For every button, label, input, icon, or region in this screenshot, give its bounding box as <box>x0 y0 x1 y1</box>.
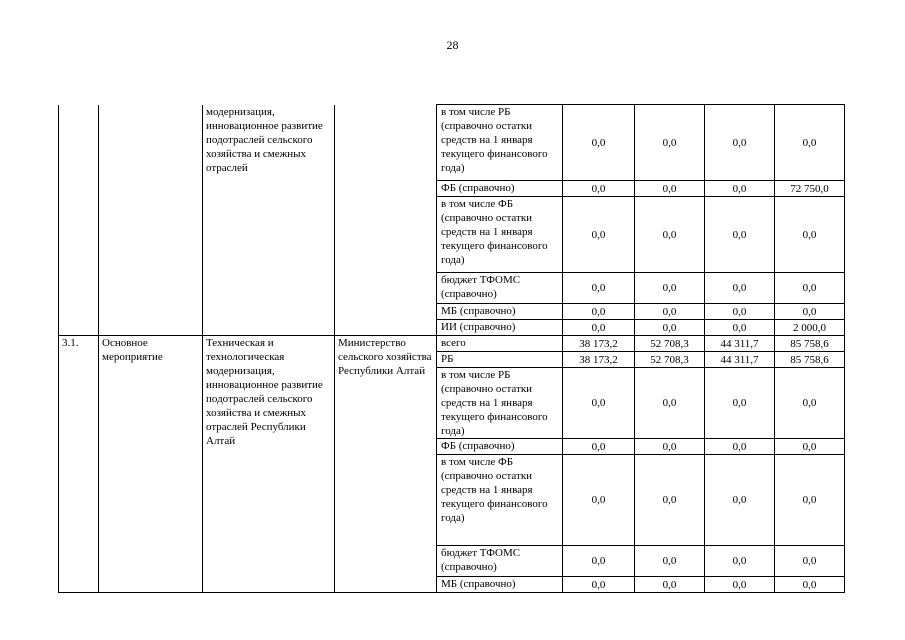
name-cell: модернизация, инновационное развитие подотраслей сельского хозяйства и смежных отраслей <box>203 105 335 336</box>
value-cell-year-2: 0,0 <box>635 197 705 273</box>
value-cell-year-1: 0,0 <box>563 273 635 304</box>
value-cell-year-3: 0,0 <box>705 439 775 455</box>
value-cell-year-4: 0,0 <box>775 577 845 593</box>
status-cell: Основное мероприятие <box>99 336 203 593</box>
table-row <box>59 336 845 352</box>
value-cell-year-3: 0,0 <box>705 546 775 577</box>
funding-source-cell: МБ (справочно) <box>437 577 563 593</box>
funding-source-cell: бюджет ТФОМС (справочно) <box>437 546 563 577</box>
value-cell-year-1: 0,0 <box>563 197 635 273</box>
value-cell-year-3: 44 311,7 <box>705 336 775 352</box>
value-cell-year-4: 0,0 <box>775 368 845 439</box>
value-cell-year-3: 0,0 <box>705 455 775 546</box>
funding-source-cell: в том числе ФБ (справочно остатки средств на 1 января текущего финансового года) <box>437 455 563 546</box>
value-cell-year-2: 0,0 <box>635 320 705 336</box>
value-cell-year-2: 0,0 <box>635 304 705 320</box>
funding-source-cell: МБ (справочно) <box>437 304 563 320</box>
value-cell-year-1: 0,0 <box>563 577 635 593</box>
value-cell-year-3: 0,0 <box>705 368 775 439</box>
funding-source-cell: бюджет ТФОМС (справочно) <box>437 273 563 304</box>
value-cell-year-1: 0,0 <box>563 304 635 320</box>
funding-source-cell: ИИ (справочно) <box>437 320 563 336</box>
number-cell: 3.1. <box>59 336 99 593</box>
funding-source-cell: в том числе РБ (справочно остатки средств на 1 января текущего финансового года) <box>437 368 563 439</box>
value-cell-year-1: 0,0 <box>563 181 635 197</box>
number-cell <box>59 105 99 336</box>
executor-cell <box>335 105 437 336</box>
value-cell-year-1: 0,0 <box>563 439 635 455</box>
value-cell-year-3: 0,0 <box>705 304 775 320</box>
value-cell-year-4: 0,0 <box>775 439 845 455</box>
value-cell-year-4: 0,0 <box>775 304 845 320</box>
value-cell-year-2: 0,0 <box>635 546 705 577</box>
value-cell-year-2: 0,0 <box>635 368 705 439</box>
value-cell-year-1: 38 173,2 <box>563 336 635 352</box>
value-cell-year-4: 0,0 <box>775 105 845 181</box>
value-cell-year-4: 0,0 <box>775 273 845 304</box>
value-cell-year-2: 0,0 <box>635 577 705 593</box>
executor-cell: Министерство сельского хозяйства Республики Алтай <box>335 336 437 593</box>
value-cell-year-1: 0,0 <box>563 320 635 336</box>
funding-source-cell: в том числе РБ (справочно остатки средств на 1 января текущего финансового года) <box>437 105 563 181</box>
value-cell-year-4: 2 000,0 <box>775 320 845 336</box>
value-cell-year-1: 38 173,2 <box>563 352 635 368</box>
value-cell-year-4: 0,0 <box>775 197 845 273</box>
value-cell-year-1: 0,0 <box>563 455 635 546</box>
value-cell-year-2: 0,0 <box>635 455 705 546</box>
table-row <box>59 105 845 181</box>
value-cell-year-2: 0,0 <box>635 439 705 455</box>
value-cell-year-2: 52 708,3 <box>635 352 705 368</box>
value-cell-year-1: 0,0 <box>563 105 635 181</box>
value-cell-year-3: 44 311,7 <box>705 352 775 368</box>
value-cell-year-4: 85 758,6 <box>775 352 845 368</box>
value-cell-year-1: 0,0 <box>563 368 635 439</box>
budget-table <box>58 104 845 593</box>
page-number: 28 <box>446 38 459 52</box>
funding-source-cell: ФБ (справочно) <box>437 181 563 197</box>
value-cell-year-3: 0,0 <box>705 273 775 304</box>
value-cell-year-3: 0,0 <box>705 197 775 273</box>
value-cell-year-4: 0,0 <box>775 546 845 577</box>
funding-source-cell: всего <box>437 336 563 352</box>
funding-source-cell: РБ <box>437 352 563 368</box>
status-cell <box>99 105 203 336</box>
value-cell-year-2: 0,0 <box>635 105 705 181</box>
name-cell: Техническая и технологическая модернизация, инновационное развитие подотраслей сельского хозяйства и смежных отраслей Республики Алтай <box>203 336 335 593</box>
value-cell-year-2: 0,0 <box>635 181 705 197</box>
value-cell-year-3: 0,0 <box>705 577 775 593</box>
value-cell-year-2: 0,0 <box>635 273 705 304</box>
value-cell-year-2: 52 708,3 <box>635 336 705 352</box>
value-cell-year-4: 85 758,6 <box>775 336 845 352</box>
value-cell-year-3: 0,0 <box>705 105 775 181</box>
value-cell-year-3: 0,0 <box>705 320 775 336</box>
funding-source-cell: ФБ (справочно) <box>437 439 563 455</box>
value-cell-year-4: 0,0 <box>775 455 845 546</box>
value-cell-year-1: 0,0 <box>563 546 635 577</box>
funding-source-cell: в том числе ФБ (справочно остатки средств на 1 января текущего финансового года) <box>437 197 563 273</box>
value-cell-year-3: 0,0 <box>705 181 775 197</box>
value-cell-year-4: 72 750,0 <box>775 181 845 197</box>
